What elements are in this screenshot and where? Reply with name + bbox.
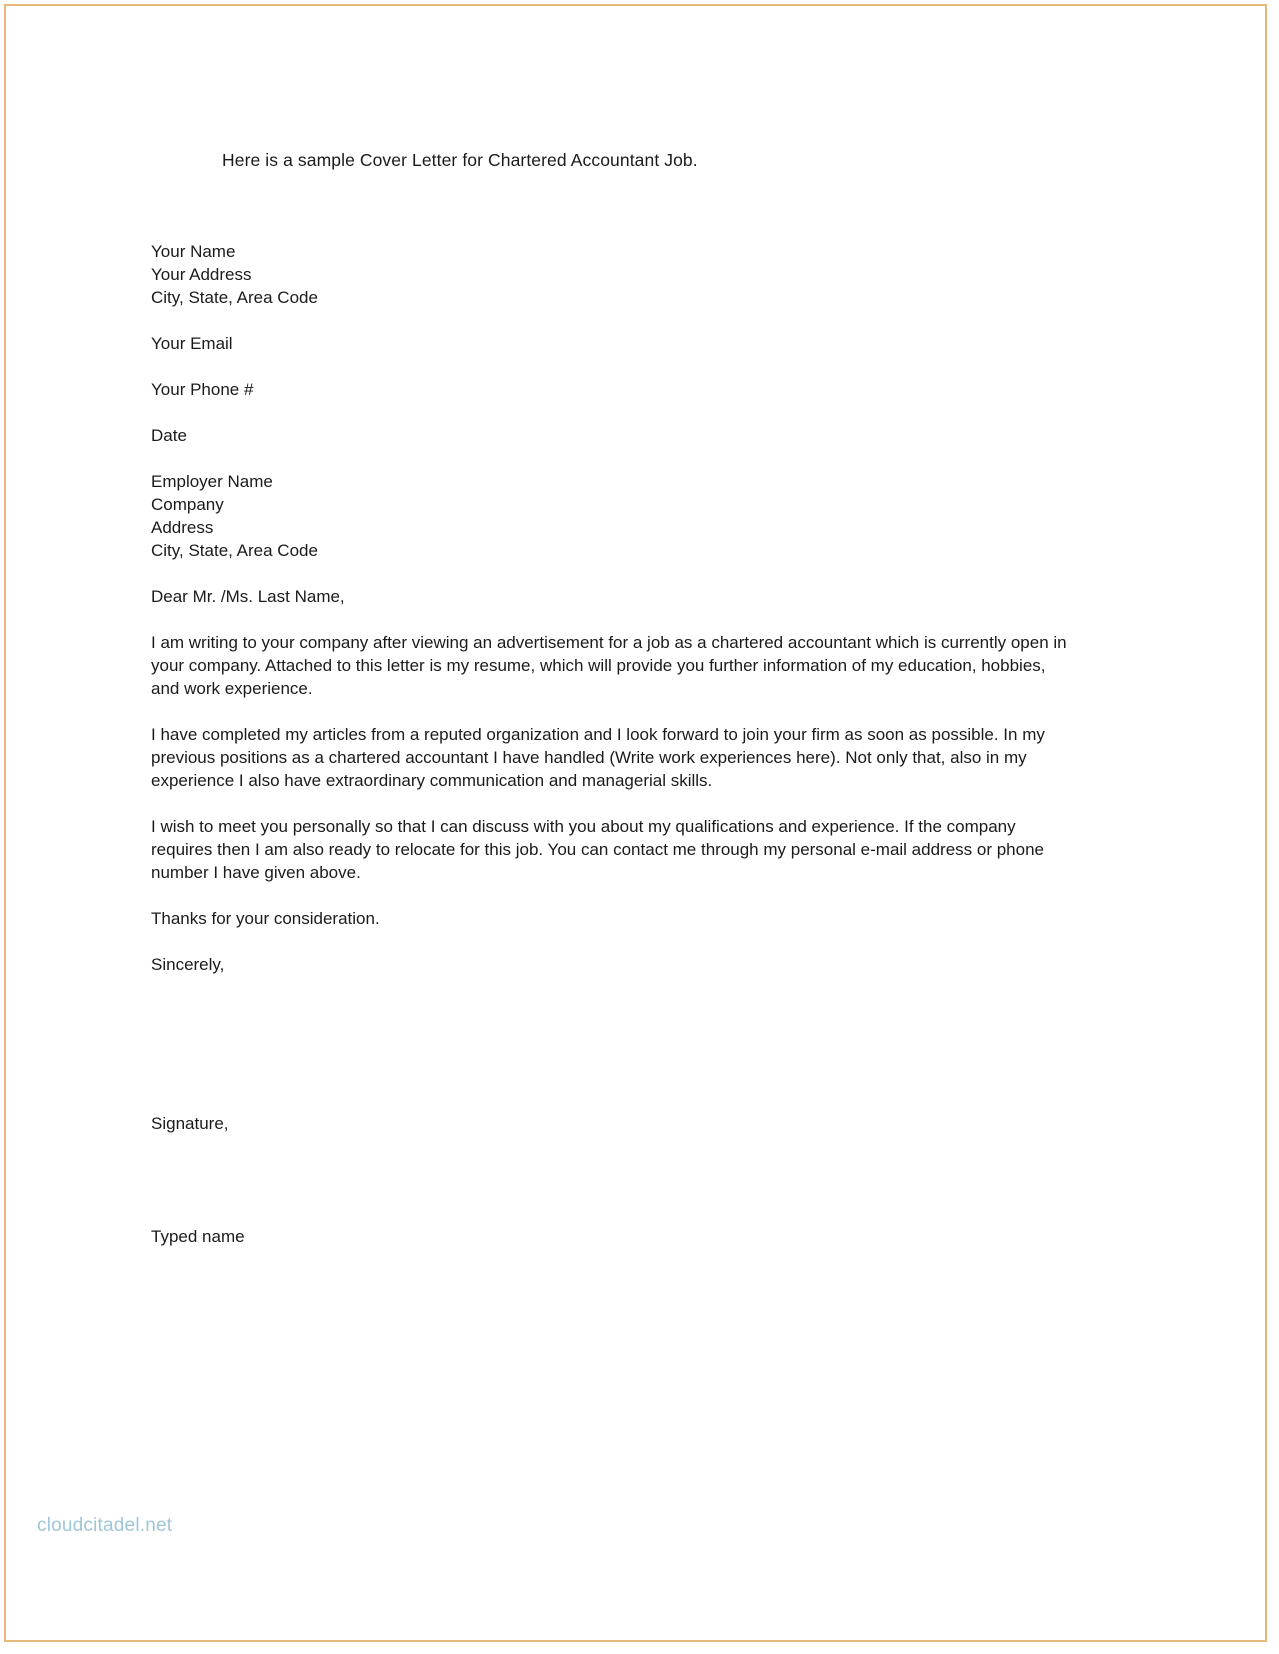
sender-address: Your Address bbox=[151, 265, 252, 284]
salutation-text: Dear Mr. /Ms. Last Name, bbox=[151, 587, 345, 606]
letter-page bbox=[6, 6, 1265, 1640]
letter-date: Date bbox=[151, 426, 187, 445]
sender-city-state-zip: City, State, Area Code bbox=[151, 288, 318, 307]
sender-email-block bbox=[151, 332, 1071, 355]
salutation bbox=[151, 585, 1071, 608]
sender-address-block bbox=[151, 240, 1071, 309]
sender-email: Your Email bbox=[151, 334, 233, 353]
page-border-frame bbox=[4, 4, 1267, 1642]
recipient-company: Company bbox=[151, 495, 224, 514]
recipient-address: Address bbox=[151, 518, 214, 537]
closing-line: Sincerely, bbox=[151, 955, 225, 974]
typed-name-space bbox=[151, 1158, 1071, 1225]
body-paragraph-1: I am writing to your company after viewing an advertisement for a job as a chartered accountant which is currently open in your company. Attached to this letter is my resume, which will provide you further information of my education, hobbies, and work experience. bbox=[151, 633, 1067, 698]
recipient-city-state-zip: City, State, Area Code bbox=[151, 541, 318, 560]
page-title: Here is a sample Cover Letter for Chartered Accountant Job. bbox=[222, 150, 698, 170]
signature-space bbox=[151, 999, 1071, 1112]
typed-name-label: Typed name bbox=[151, 1227, 245, 1246]
site-watermark: cloudcitadel.net bbox=[37, 1515, 173, 1536]
thanks-line: Thanks for your consideration. bbox=[151, 909, 380, 928]
recipient-employer-name: Employer Name bbox=[151, 472, 273, 491]
sender-phone-block bbox=[151, 378, 1071, 401]
body-paragraph-3: I wish to meet you personally so that I can discuss with you about my qualifications and experience. If the company requires then I am also ready to relocate for this job. You can contact me through my personal e-mail address or phone number I have given above. bbox=[151, 817, 1044, 882]
sender-name: Your Name bbox=[151, 242, 236, 261]
letter-body bbox=[151, 240, 1071, 1271]
signature-label: Signature, bbox=[151, 1114, 229, 1133]
body-paragraph-2: I have completed my articles from a reputed organization and I look forward to join your firm as soon as possible. In my previous positions as a chartered accountant I have handled (Write work experiences here). Not only that, also in my experience I also have extraordinary communication and managerial skills. bbox=[151, 725, 1045, 790]
sender-phone: Your Phone # bbox=[151, 380, 254, 399]
date-block bbox=[151, 424, 1071, 447]
recipient-address-block bbox=[151, 470, 1071, 562]
